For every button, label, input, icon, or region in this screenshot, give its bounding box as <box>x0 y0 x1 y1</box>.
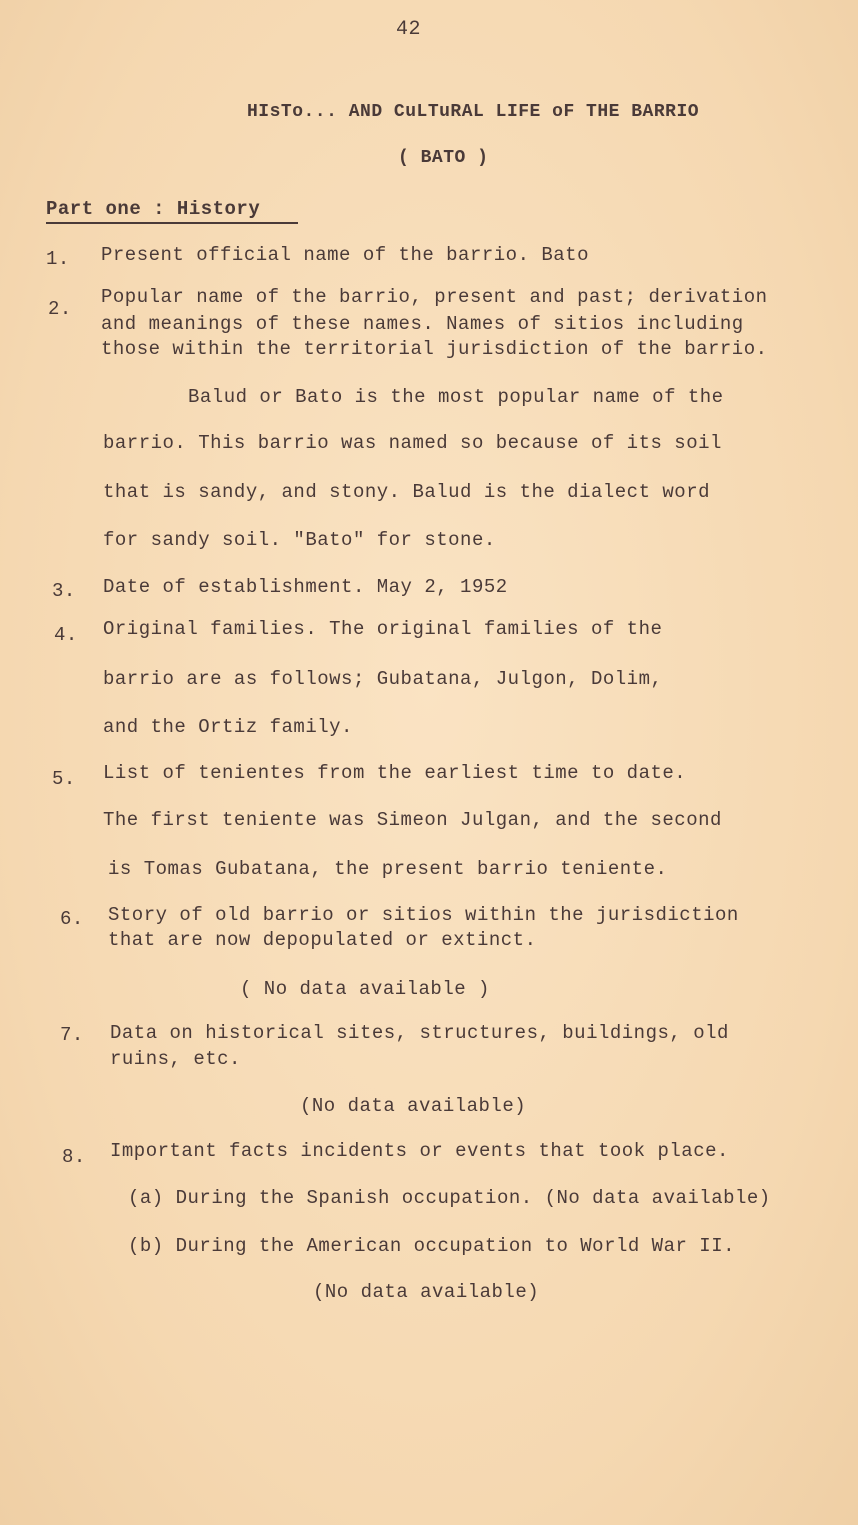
item-number-8: 8. <box>62 1146 86 1168</box>
document-title: HIsTo... AND CuLTuRAL LIFE oF THE BARRIO <box>247 102 700 122</box>
item-2-line-2: and meanings of these names. Names of sitios including <box>101 313 744 335</box>
item-number-3: 3. <box>52 580 76 602</box>
item-8-subitem-a: (a) During the Spanish occupation. (No data available) <box>128 1187 771 1209</box>
item-6-no-data: ( No data available ) <box>240 978 490 1000</box>
item-3-text: Date of establishment. May 2, 1952 <box>103 576 508 598</box>
item-5-line-1: List of tenientes from the earliest time to date. <box>103 762 687 784</box>
item-number-6: 6. <box>60 908 84 930</box>
item-2-para-4: for sandy soil. "Bato" for stone. <box>103 529 496 551</box>
item-2-para-3: that is sandy, and stony. Balud is the dialect word <box>103 481 710 503</box>
item-number-2: 2. <box>48 298 72 320</box>
item-number-1: 1. <box>46 248 70 270</box>
item-7-line-2: ruins, etc. <box>110 1048 241 1070</box>
item-2-para-2: barrio. This barrio was named so because of its soil <box>103 432 722 454</box>
item-6-line-1: Story of old barrio or sitios within the jurisdiction <box>108 904 739 926</box>
item-7-line-1: Data on historical sites, structures, buildings, old <box>110 1022 729 1044</box>
item-4-line-1: Original families. The original families of the <box>103 618 663 640</box>
item-6-line-2: that are now depopulated or extinct. <box>108 929 537 951</box>
item-7-no-data: (No data available) <box>300 1095 527 1117</box>
item-5-line-2: The first teniente was Simeon Julgan, and the second <box>103 809 722 831</box>
item-8-no-data: (No data available) <box>313 1281 540 1303</box>
item-1-text: Present official name of the barrio. Bato <box>101 244 589 266</box>
item-number-7: 7. <box>60 1024 84 1046</box>
item-8-line-1: Important facts incidents or events that took place. <box>110 1140 729 1162</box>
item-8-subitem-b: (b) During the American occupation to World War II. <box>128 1235 735 1257</box>
item-number-4: 4. <box>54 624 78 646</box>
item-2-para-1: Balud or Bato is the most popular name of the <box>188 386 724 408</box>
page-number: 42 <box>396 18 422 41</box>
document-subtitle: ( BATO ) <box>398 148 489 168</box>
item-2-line-3: those within the territorial jurisdiction of the barrio. <box>101 338 768 360</box>
item-2-line-1: Popular name of the barrio, present and past; derivation <box>101 286 768 308</box>
part-heading: Part one : History <box>46 198 261 220</box>
item-number-5: 5. <box>52 768 76 790</box>
item-5-line-3: is Tomas Gubatana, the present barrio teniente. <box>108 858 668 880</box>
item-4-line-2: barrio are as follows; Gubatana, Julgon, Dolim, <box>103 668 663 690</box>
item-4-line-3: and the Ortiz family. <box>103 716 353 738</box>
heading-underline <box>46 222 298 224</box>
